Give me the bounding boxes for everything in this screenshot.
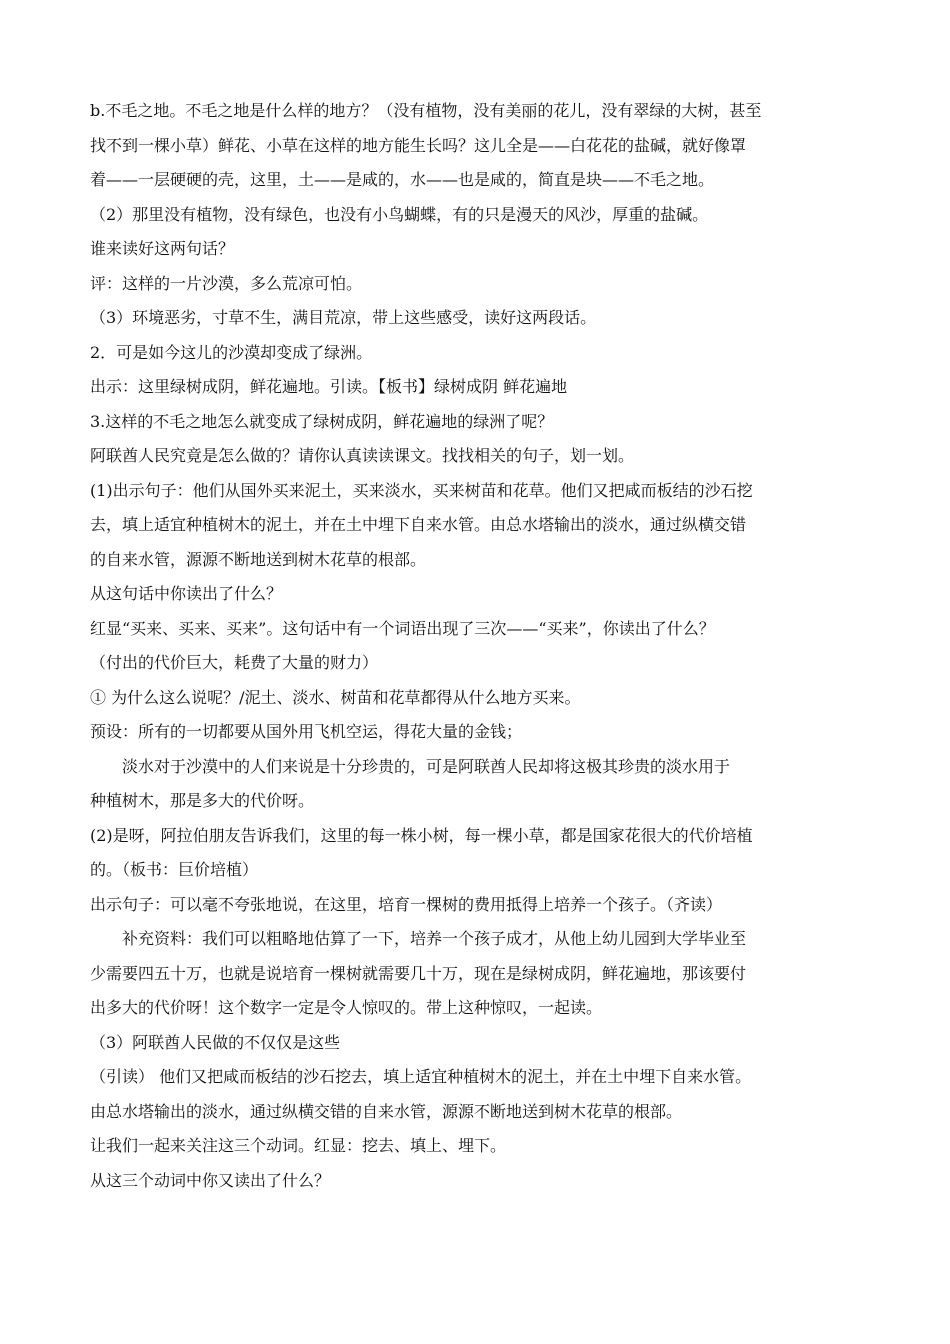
text-line: 让我们一起来关注这三个动词。红显：挖去、填上、埋下。 bbox=[90, 1136, 507, 1155]
text-line: （3）阿联酋人民做的不仅仅是这些 bbox=[90, 1032, 341, 1052]
text-line: (2)是呀，阿拉伯朋友告诉我们，这里的每一株小树，每一棵小草，都是国家花很大的代价培植 bbox=[90, 825, 753, 845]
text-line: 的自来水管，源源不断地送到树木花草的根部。 bbox=[90, 549, 427, 569]
text-line: 从这句话中你读出了什么？ bbox=[90, 584, 283, 603]
text-line: b.不毛之地。不毛之地是什么样的地方？（没有植物，没有美丽的花儿，没有翠绿的大树，甚至 bbox=[90, 101, 762, 120]
text-line: 补充资料：我们可以粗略地估算了一下，培养一个孩子成才，从他上幼儿园到大学毕业至 bbox=[122, 929, 747, 948]
text-line: 着——一层硬硬的壳，这里，土——是咸的，水——也是咸的，简直是块——不毛之地。 bbox=[90, 170, 715, 189]
text-line: 去，填上适宜种植树木的泥土，并在土中埋下自来水管。由总水塔输出的淡水，通过纵横交错 bbox=[90, 515, 747, 534]
text-line: 3.这样的不毛之地怎么就变成了绿树成阴，鲜花遍地的绿洲了呢？ bbox=[90, 411, 554, 431]
text-line: 出多大的代价呀！这个数字一定是令人惊叹的。带上这种惊叹，一起读。 bbox=[90, 998, 603, 1017]
text-line: 出示：这里绿树成阴，鲜花遍地。引读。【板书】绿树成阴 鲜花遍地 bbox=[90, 377, 568, 396]
text-line: 预设：所有的一切都要从国外用飞机空运，得花大量的金钱； bbox=[90, 722, 523, 741]
text-line: 找不到一棵小草）鲜花、小草在这样的地方能生长吗？这儿全是——白花花的盐碱，就好像罩 bbox=[90, 135, 747, 155]
text-line: 阿联酋人民究竟是怎么做的？请你认真读读课文。找找相关的句子，划一划。 bbox=[90, 446, 635, 465]
text-line: 淡水对于沙漠中的人们来说是十分珍贵的，可是阿联酋人民却将这极其珍贵的淡水用于 bbox=[122, 756, 731, 776]
text-line: 种植树木，那是多大的代价呀。 bbox=[90, 791, 315, 810]
document-page bbox=[90, 94, 860, 1198]
text-line: ① 为什么这么说呢？/泥土、淡水、树苗和花草都得从什么地方买来。 bbox=[90, 687, 581, 707]
text-line: 由总水塔输出的淡水，通过纵横交错的自来水管，源源不断地送到树木花草的根部。 bbox=[90, 1101, 683, 1121]
text-line: （付出的代价巨大，耗费了大量的财力） bbox=[90, 653, 379, 672]
text-line: （2）那里没有植物，没有绿色，也没有小鸟蝴蝶，有的只是漫天的风沙，厚重的盐碱。 bbox=[90, 204, 709, 224]
text-line: 红显“买来、买来、买来”。这句话中有一个词语出现了三次——“买来”，你读出了什么？ bbox=[90, 618, 715, 638]
text-line: (1)出示句子：他们从国外买来泥土，买来淡水，买来树苗和花草。他们又把咸而板结的沙石挖 bbox=[90, 480, 753, 500]
text-line: （引读） 他们又把咸而板结的沙石挖去，填上适宜种植树木的泥土，并在土中埋下自来水管。 bbox=[90, 1067, 752, 1086]
text-line: 从这三个动词中你又读出了什么？ bbox=[90, 1170, 331, 1190]
text-line: 出示句子：可以毫不夸张地说，在这里，培育一棵树的费用抵得上培养一个孩子。（齐读） bbox=[90, 894, 723, 914]
text-line: 的。（板书：巨价培植） bbox=[90, 860, 259, 879]
text-line: 少需要四五十万，也就是说培育一棵树就需要几十万，现在是绿树成阴，鲜花遍地，那该要付 bbox=[90, 963, 747, 983]
text-line: 2．可是如今这儿的沙漠却变成了绿洲。 bbox=[90, 342, 373, 362]
text-line: 谁来读好这两句话？ bbox=[90, 239, 235, 258]
text-line: 评：这样的一片沙漠，多么荒凉可怕。 bbox=[90, 273, 363, 293]
text-line: （3）环境恶劣，寸草不生，满目荒凉，带上这些感受，读好这两段话。 bbox=[90, 308, 597, 327]
